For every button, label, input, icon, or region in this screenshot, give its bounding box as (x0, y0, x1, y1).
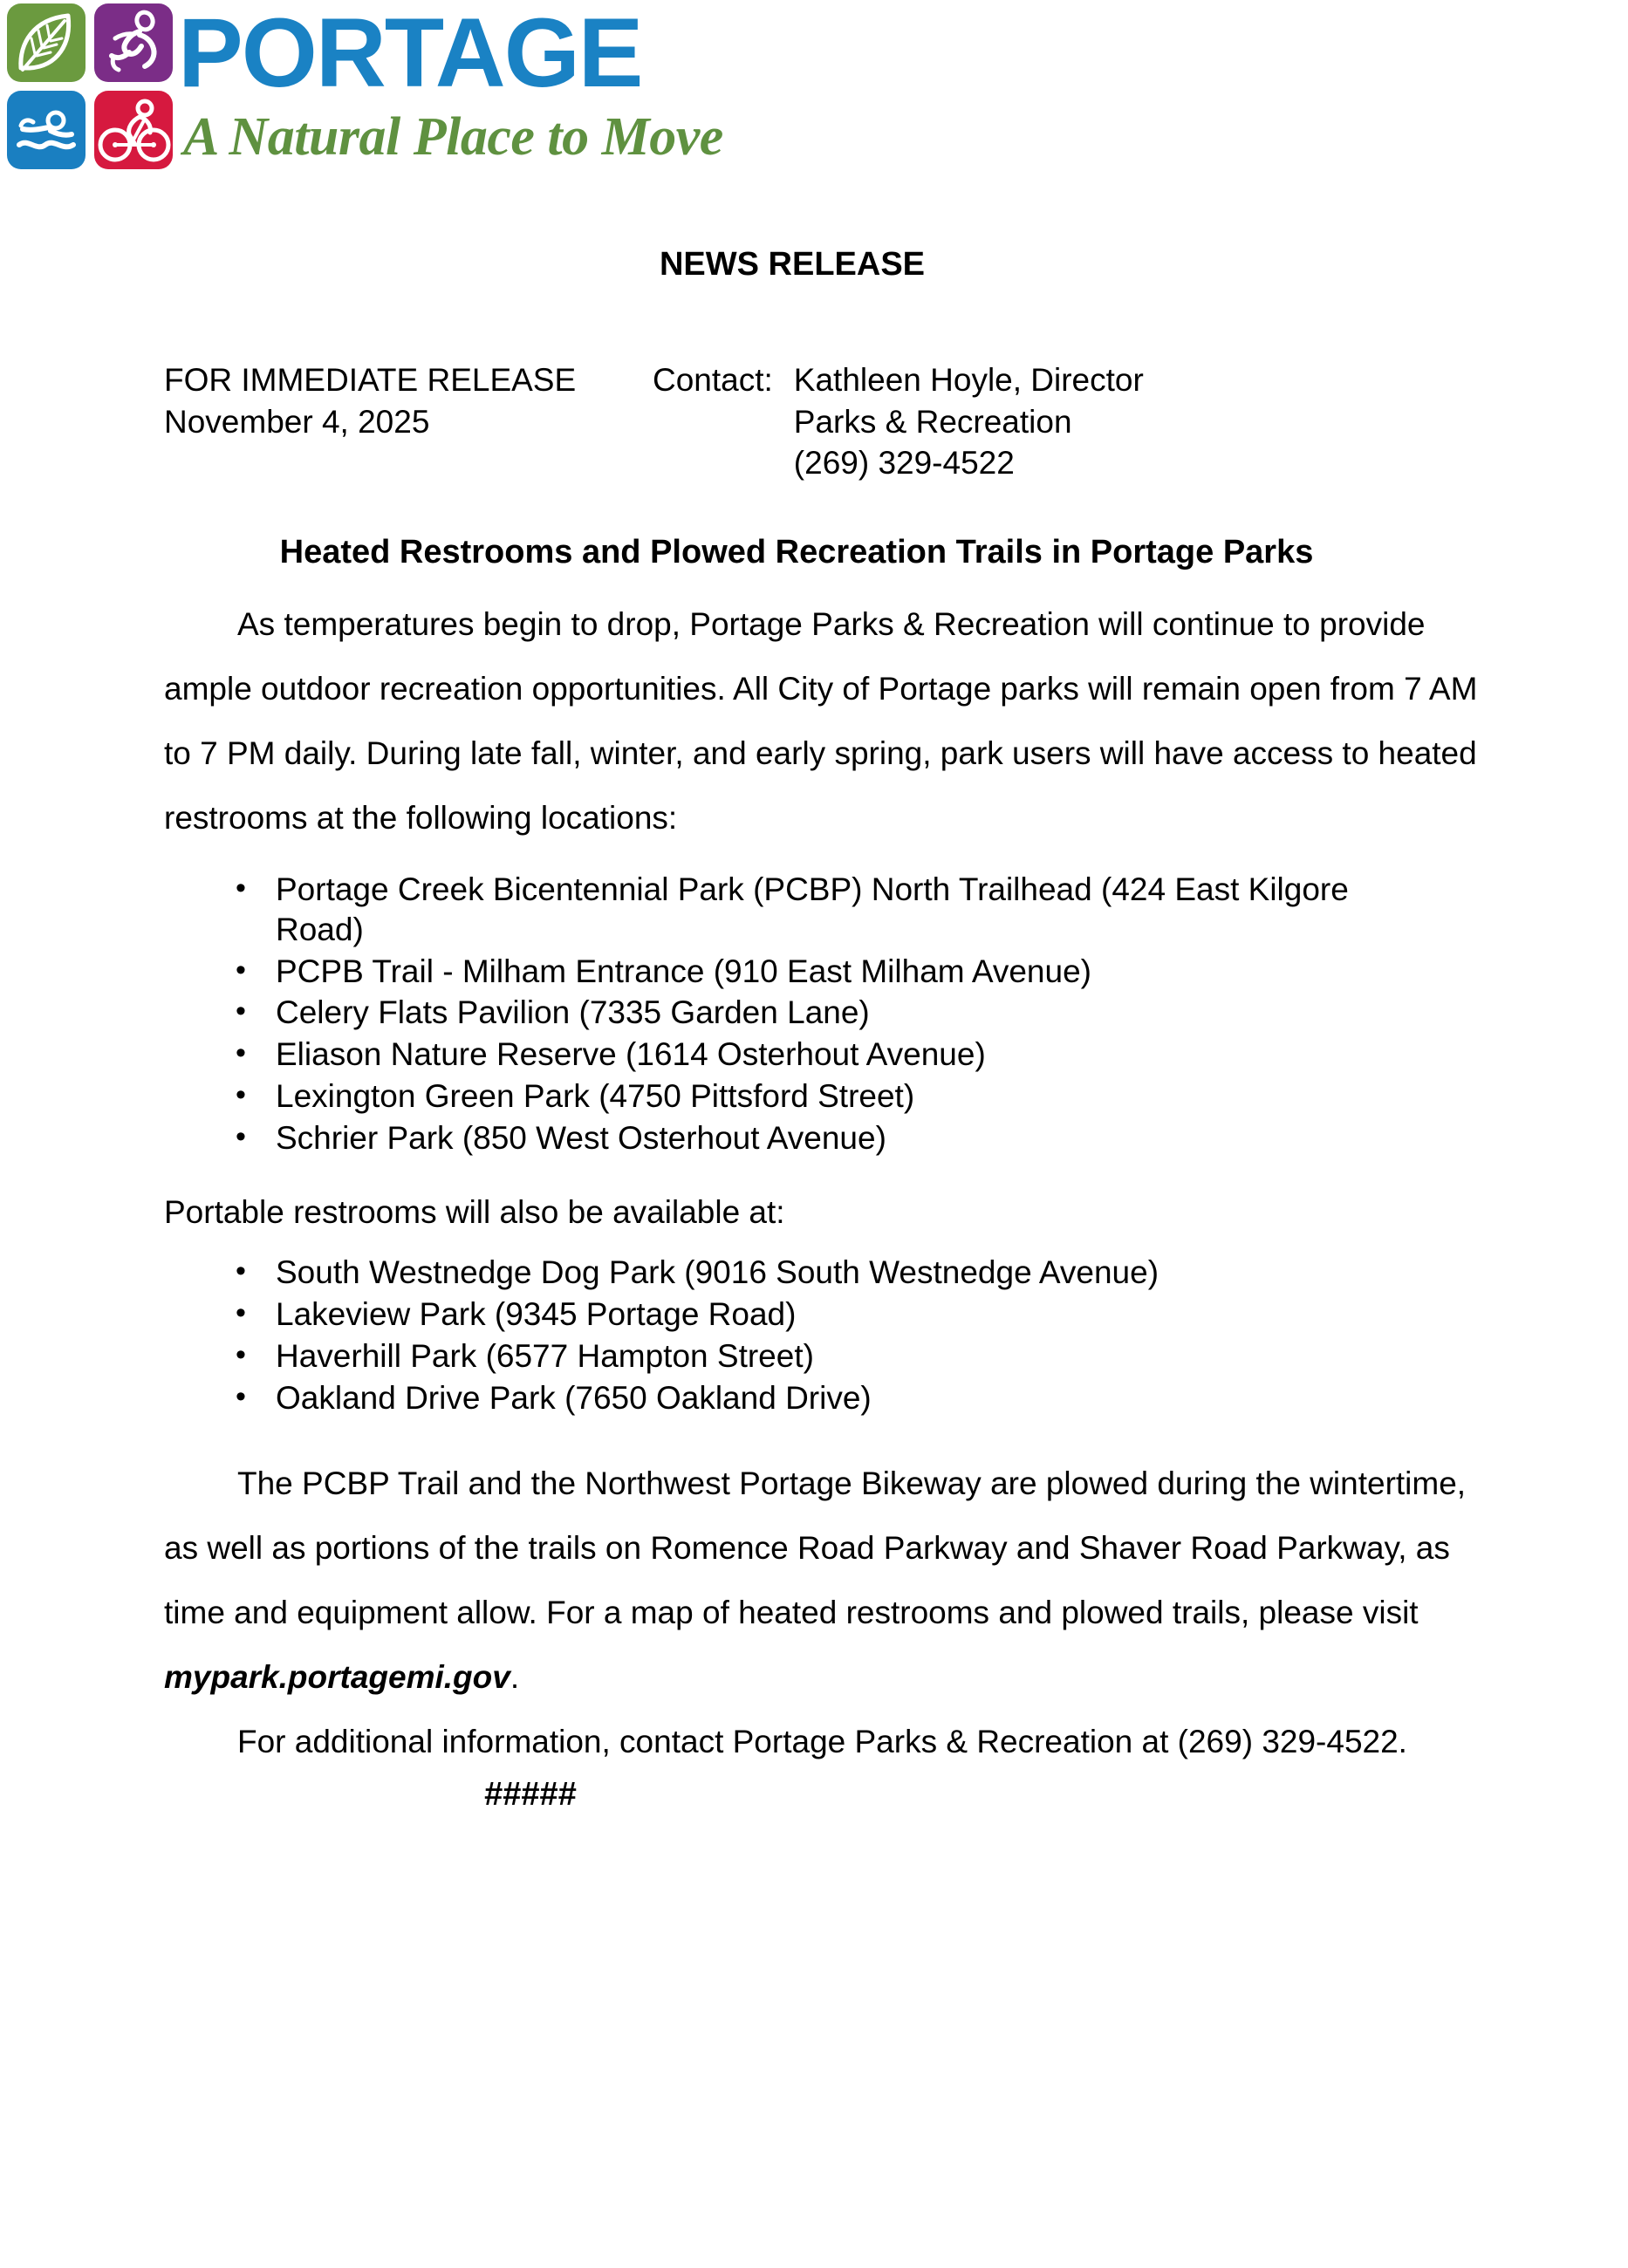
list-item (164, 952, 1490, 992)
contact-block (653, 359, 1490, 483)
list-item-label: PCPB Trail - Milham Entrance (910 East Milham Avenue) (276, 953, 1091, 989)
page-title: Heated Restrooms and Plowed Recreation Trails in Portage Parks (279, 534, 1314, 571)
contact-values (794, 359, 1144, 483)
bullet-icon: • (236, 1379, 246, 1413)
list-item (164, 870, 1490, 950)
leaf-icon (7, 3, 86, 82)
heated-restroom-list (164, 870, 1490, 1158)
paragraph-intro-text: As temperatures begin to drop, Portage Parks & Recreation will continue to provide ample outdoor recreation opportunities. All City of Portage parks will remain open from 7 AM to 7 PM daily. During late fall, winter, and early spring, park users will have access to heated restrooms at the following locations: (164, 605, 1478, 836)
runner-icon (94, 3, 173, 82)
list-item (164, 1378, 1490, 1418)
paragraph-trails (164, 1452, 1490, 1710)
list-item-label: South Westnedge Dog Park (9016 South Westnedge Avenue) (276, 1254, 1159, 1291)
list-item (164, 1295, 1490, 1335)
list-item-label: Celery Flats Pavilion (7335 Garden Lane) (276, 994, 870, 1031)
release-status-block (164, 359, 653, 442)
document-body (164, 244, 1490, 1814)
list-item (164, 993, 1490, 1033)
portage-wordmark: PORTAGE (178, 0, 642, 107)
list-item (164, 1118, 1490, 1158)
paragraph-trails-suffix: . (510, 1658, 520, 1695)
list-item-label: Lakeview Park (9345 Portage Road) (276, 1295, 797, 1332)
bullet-icon: • (236, 1337, 246, 1371)
portage-logo (7, 0, 723, 174)
bullet-icon: • (236, 1295, 246, 1329)
bullet-icon: • (236, 953, 246, 987)
contact-phone: (269) 329-4522 (793, 445, 1015, 482)
paragraph-trails-text: The PCBP Trail and the Northwest Portage Bikeway are plowed during the wintertime, as well as portions of the trails on Romence Road Parkway and Shaver Road Parkway, as time and equipment allow. For a map of heated restrooms and plowed trails, please visit (164, 1465, 1467, 1630)
bullet-icon: • (236, 1078, 246, 1112)
list-item (164, 1253, 1490, 1293)
contact-name: Kathleen Hoyle, Director (793, 362, 1144, 399)
mypark-url[interactable]: mypark.portagemi.gov (164, 1658, 510, 1695)
contact-label: Contact: (653, 362, 773, 399)
end-mark: ##### (484, 1775, 577, 1813)
list-item-label: Schrier Park (850 West Osterhout Avenue) (276, 1120, 886, 1157)
portable-restroom-list (164, 1253, 1490, 1418)
bullet-icon: • (236, 871, 246, 905)
swimmer-icon (7, 91, 86, 169)
bullet-icon: • (236, 994, 246, 1028)
news-release-heading: NEWS RELEASE (659, 246, 926, 283)
list-item-label: Oakland Drive Park (7650 Oakland Drive) (276, 1379, 872, 1416)
list-item-label: Portage Creek Bicentennial Park (PCBP) North Trailhead (424 East Kilgore Road) (276, 871, 1349, 947)
cyclist-icon (94, 91, 173, 169)
portage-tagline: A Natural Place to Move (183, 107, 723, 167)
contact-department: Parks & Recreation (793, 403, 1072, 440)
list-item (164, 1336, 1490, 1377)
portable-restroom-intro: Portable restrooms will also be available at: (164, 1193, 785, 1230)
list-item-label: Haverhill Park (6577 Hampton Street) (276, 1337, 814, 1374)
logo-icon-grid (7, 3, 178, 174)
paragraph-intro (164, 592, 1490, 850)
release-meta-block (164, 359, 1490, 483)
list-item-label: Lexington Green Park (4750 Pittsford Street) (276, 1078, 915, 1115)
list-item (164, 1076, 1490, 1117)
bullet-icon: • (236, 1036, 246, 1070)
paragraph-additional-info-text: For additional information, contact Portage Parks & Recreation at (269) 329-4522. (237, 1723, 1407, 1759)
list-item-label: Eliason Nature Reserve (1614 Osterhout Avenue) (276, 1036, 986, 1073)
bullet-icon: • (236, 1254, 246, 1288)
release-status: FOR IMMEDIATE RELEASE (164, 362, 577, 399)
release-date: November 4, 2025 (164, 403, 430, 440)
bullet-icon: • (236, 1120, 246, 1154)
list-item (164, 1035, 1490, 1075)
paragraph-additional-info (164, 1710, 1490, 1774)
